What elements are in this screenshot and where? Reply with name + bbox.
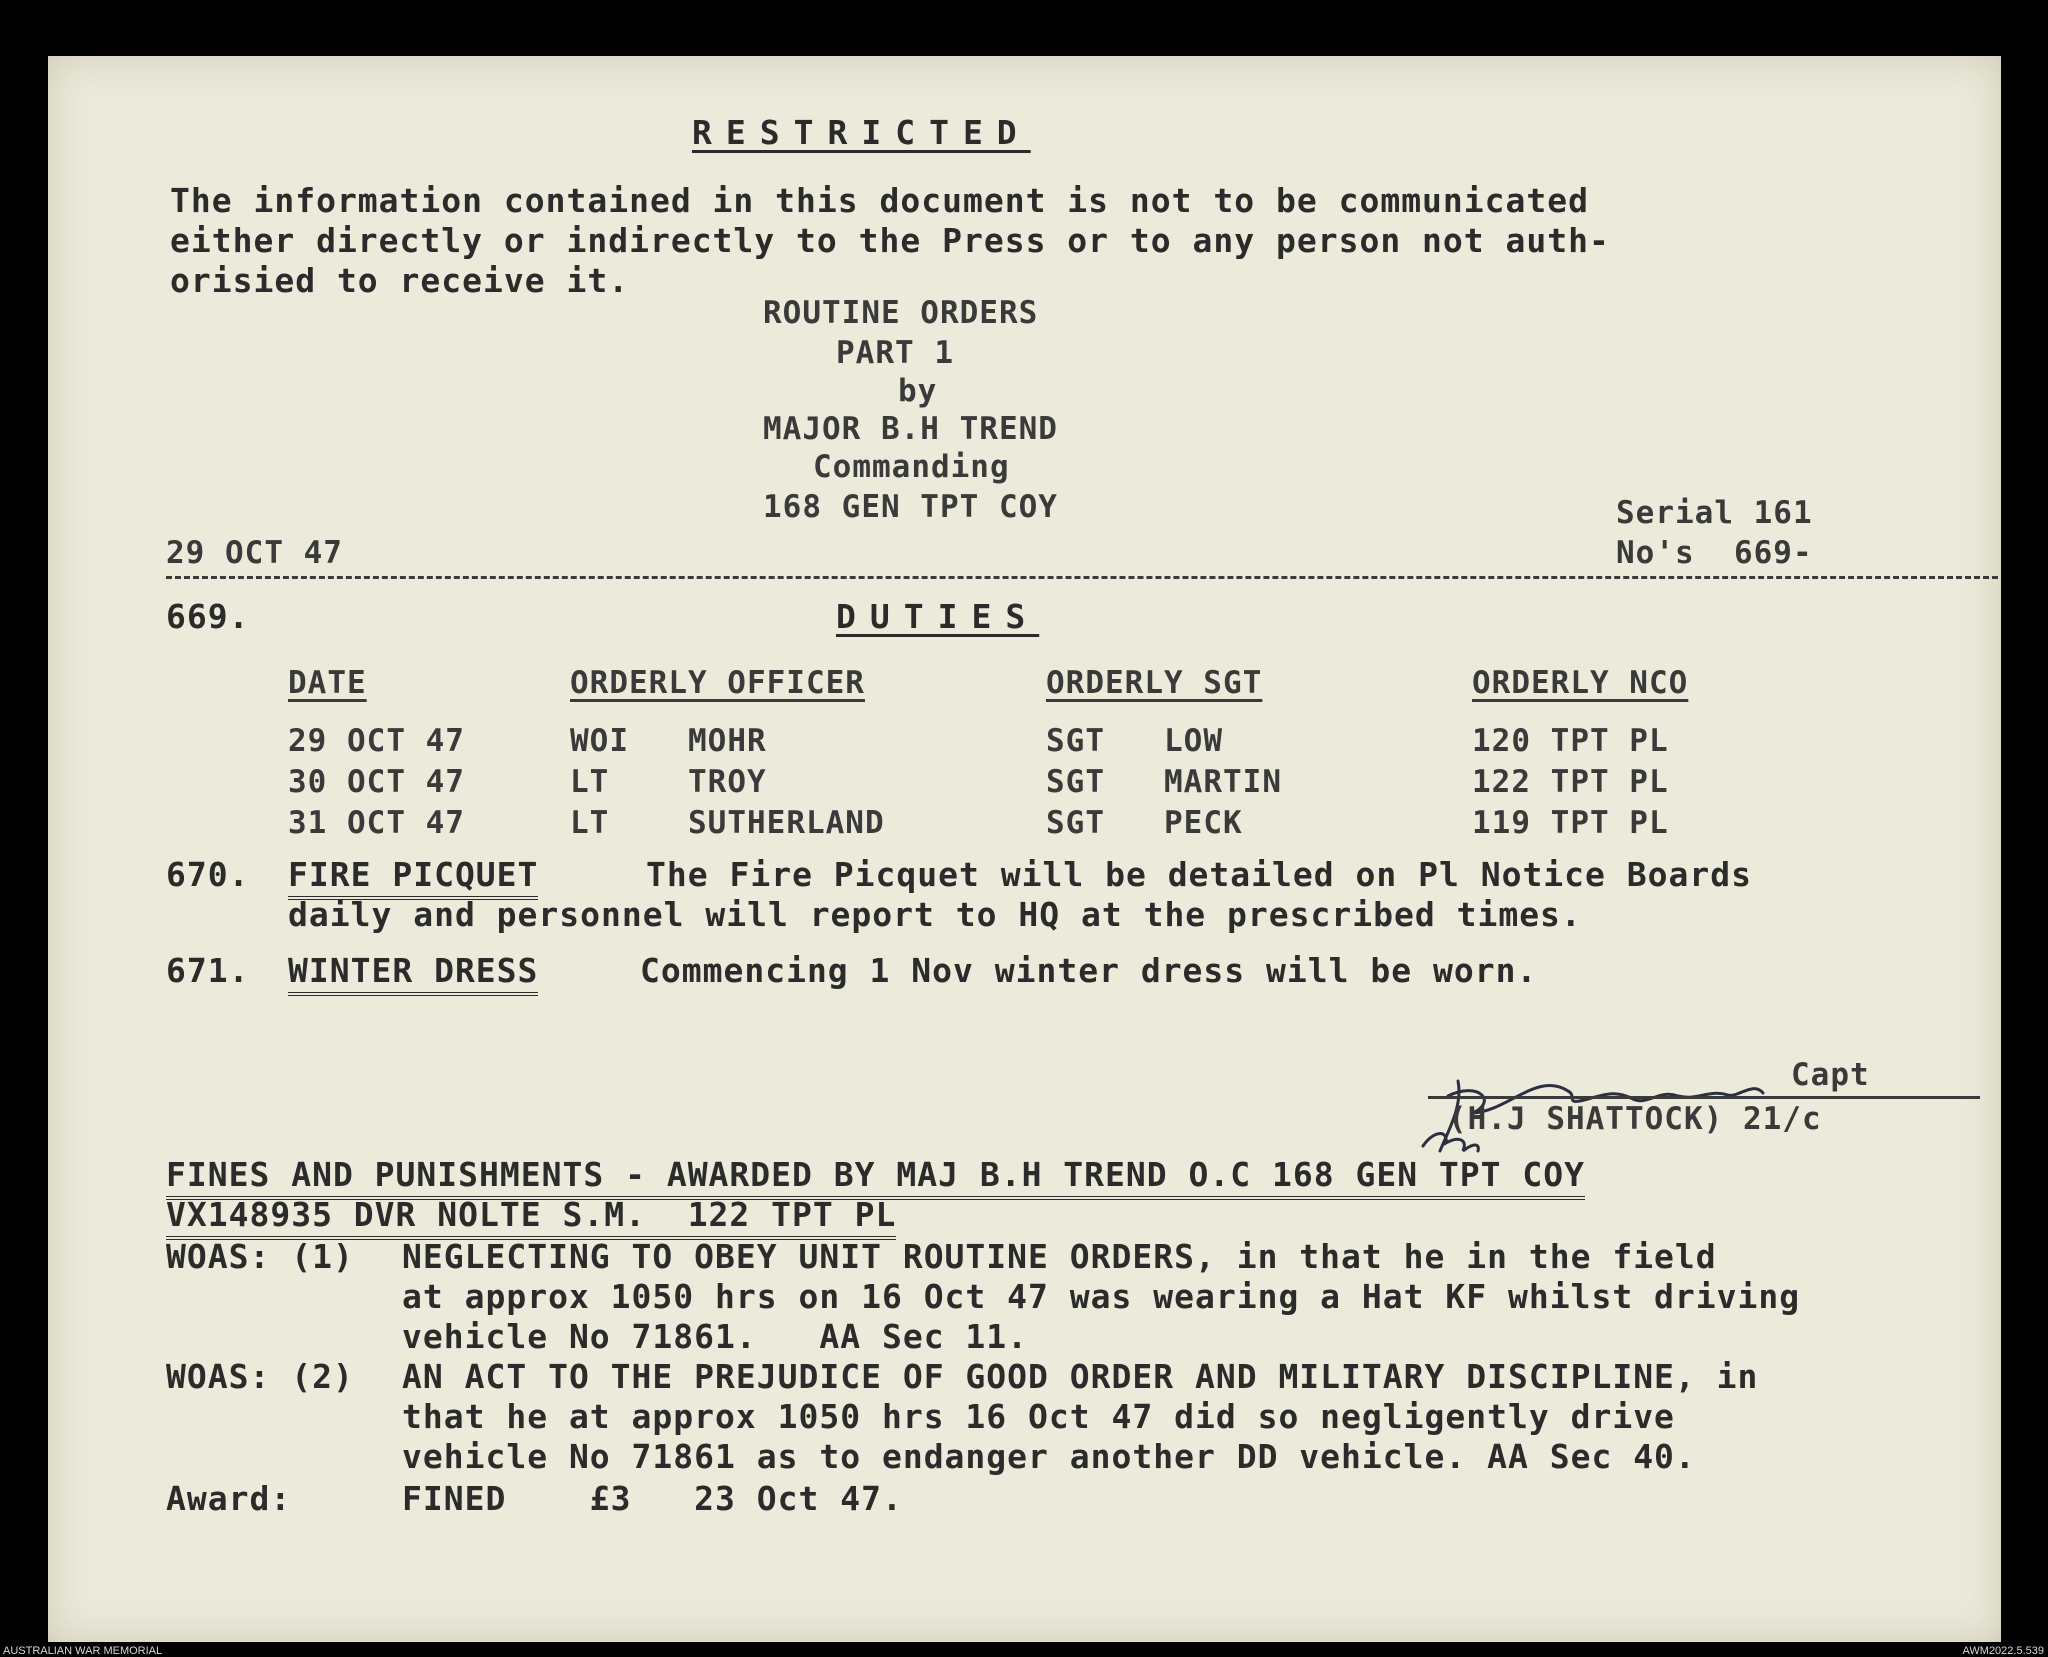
title-line-6: 168 GEN TPT COY xyxy=(763,489,1058,525)
row-3-date: 31 OCT 47 xyxy=(288,805,465,841)
order-670-number: 670. xyxy=(166,855,250,894)
title-line-2: PART 1 xyxy=(836,335,954,371)
fines-soldier: VX148935 DVR NOLTE S.M. 122 TPT PL xyxy=(166,1196,896,1240)
fire-picquet-heading: FIRE PICQUET xyxy=(288,856,538,900)
notice-line-3: orisied to receive it. xyxy=(170,261,630,300)
order-671-text: Commencing 1 Nov winter dress will be worn. xyxy=(640,951,1538,990)
footer-accession-number: AWM2022.5.539 xyxy=(1962,1645,2044,1657)
fines-heading: FINES AND PUNISHMENTS - AWARDED BY MAJ B.H TREND O.C 168 GEN TPT COY xyxy=(166,1156,1585,1200)
signature-rank: Capt xyxy=(1791,1057,1870,1093)
row-2-officer: TROY xyxy=(688,764,767,800)
award-text: FINED £3 23 Oct 47. xyxy=(402,1479,903,1518)
row-1-rank: WOI xyxy=(570,723,629,759)
row-3-rank: LT xyxy=(570,805,610,841)
order-671-number: 671. xyxy=(166,951,250,990)
row-2-sgt: MARTIN xyxy=(1164,764,1282,800)
charge-2-label: WOAS: (2) xyxy=(166,1357,354,1396)
document-date: 29 OCT 47 xyxy=(166,535,343,571)
separator-line xyxy=(166,576,1998,579)
charge-2-line-3: vehicle No 71861 as to endanger another DD vehicle. AA Sec 40. xyxy=(402,1437,1696,1476)
row-3-sgt: PECK xyxy=(1164,805,1243,841)
charge-2-line-2: that he at approx 1050 hrs 16 Oct 47 did so negligently drive xyxy=(402,1397,1675,1436)
order-669-number: 669. xyxy=(166,597,250,636)
charge-2-line-1: AN ACT TO THE PREJUDICE OF GOOD ORDER AND MILITARY DISCIPLINE, in xyxy=(402,1357,1759,1396)
charge-1-label: WOAS: (1) xyxy=(166,1237,354,1276)
order-670-line-1: The Fire Picquet will be detailed on Pl Notice Boards xyxy=(646,855,1752,894)
winter-dress-heading: WINTER DRESS xyxy=(288,952,538,996)
title-line-5: Commanding xyxy=(813,449,1010,485)
notice-line-1: The information contained in this document is not to be communicated xyxy=(170,181,1590,220)
order-numbers: No's 669- xyxy=(1616,535,1813,571)
order-670-line-2: daily and personnel will report to HQ at the prescribed times. xyxy=(288,895,1582,934)
restricted-heading: RESTRICTED xyxy=(692,113,1031,152)
row-2-nco: 122 TPT PL xyxy=(1472,764,1669,800)
row-1-sgt-rank: SGT xyxy=(1046,723,1105,759)
charge-1-line-3: vehicle No 71861. AA Sec 11. xyxy=(402,1317,1029,1356)
column-orderly-sgt: ORDERLY SGT xyxy=(1046,665,1263,701)
award-label: Award: xyxy=(166,1479,292,1518)
row-1-date: 29 OCT 47 xyxy=(288,723,465,759)
signature-line xyxy=(1428,1096,1980,1099)
column-orderly-nco: ORDERLY NCO xyxy=(1472,665,1689,701)
column-orderly-officer: ORDERLY OFFICER xyxy=(570,665,865,701)
document-page xyxy=(48,56,2001,1642)
row-1-officer: MOHR xyxy=(688,723,767,759)
row-1-sgt: LOW xyxy=(1164,723,1223,759)
row-3-officer: SUTHERLAND xyxy=(688,805,885,841)
duties-heading: DUTIES xyxy=(836,597,1040,636)
signature-name: (H.J SHATTOCK) 21/c xyxy=(1448,1101,1822,1137)
row-3-nco: 119 TPT PL xyxy=(1472,805,1669,841)
title-line-1: ROUTINE ORDERS xyxy=(763,295,1039,331)
notice-line-2: either directly or indirectly to the Press or to any person not auth- xyxy=(170,221,1610,260)
column-date: DATE xyxy=(288,665,367,701)
row-2-rank: LT xyxy=(570,764,610,800)
row-2-date: 30 OCT 47 xyxy=(288,764,465,800)
charge-1-line-1: NEGLECTING TO OBEY UNIT ROUTINE ORDERS, in that he in the field xyxy=(402,1237,1717,1276)
title-line-3: by xyxy=(898,373,938,409)
footer-institution: AUSTRALIAN WAR MEMORIAL xyxy=(3,1645,163,1657)
row-3-sgt-rank: SGT xyxy=(1046,805,1105,841)
serial-number: Serial 161 xyxy=(1616,495,1813,531)
row-2-sgt-rank: SGT xyxy=(1046,764,1105,800)
row-1-nco: 120 TPT PL xyxy=(1472,723,1669,759)
charge-1-line-2: at approx 1050 hrs on 16 Oct 47 was wearing a Hat KF whilst driving xyxy=(402,1277,1801,1316)
title-line-4: MAJOR B.H TREND xyxy=(763,411,1058,447)
